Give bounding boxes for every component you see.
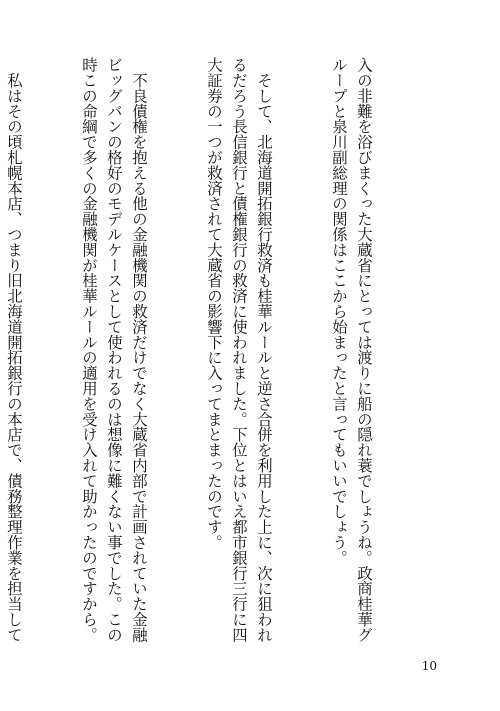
- paragraph-1: 入の非難を浴びまくった大蔵省にとっては渡りに船の隠れ蓑でしょうね。政商桂華グループと泉川副総理の関係はここから始まったと言ってもいいでしょう。: [330, 57, 373, 643]
- paragraph-2: そして、北海道開拓銀行救済も桂華ルールと逆さ合併を利用した上に、次に狙われるだろう長信銀行と債権銀行の救済に使われました。下位とはいえ都市銀行三行に四大証券の一つが救済されて大蔵省の影響下に入ってまとまったのです。: [205, 57, 273, 643]
- paragraph-3: 不良債権を抱える他の金融機関の救済だけでなく大蔵省内部で計画されていた金融ビッグバンの格好のモデルケースとして使われるのは想像に難くない事でした。この時この命綱で多くの金融機関が桂華ルールの適用を受け入れて助かったのですから。: [80, 57, 148, 643]
- vertical-text-body: [0, 57, 426, 657]
- paragraph-4: 私はその頃札幌本店、つまり旧北海道開拓銀行の本店で、債務整理作業を担当して: [5, 72, 23, 643]
- page-number: 10: [421, 659, 437, 673]
